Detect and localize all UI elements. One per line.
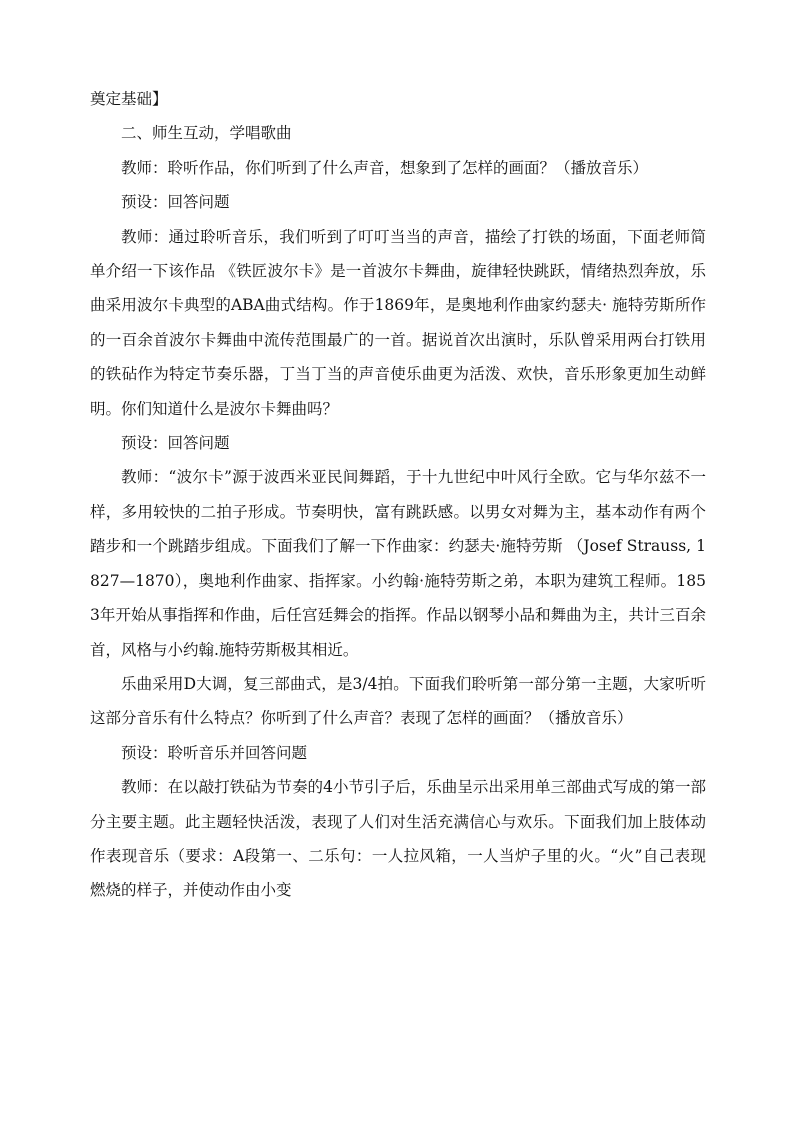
paragraph-preset-answer: 预设：回答问题 xyxy=(121,193,230,212)
paragraph-music-structure: 乐曲采用D大调，复三部曲式，是3/4拍。下面我们聆听第一部分第一主题，大家听听这部分音乐有什么特点？你听到了什么声音？表现了怎样的画面？（播放音乐） xyxy=(90,674,706,728)
paragraph-continuation: 奠定基础】 xyxy=(90,90,168,108)
paragraph-teacher-question: 教师：聆听作品，你们听到了什么声音，想象到了怎样的画面？（播放音乐） xyxy=(121,158,649,177)
paragraph-teacher-intro: 教师：通过聆听音乐，我们听到了叮叮当当的声音，描绘了打铁的场面，下面老师简单介绍一下该作品 《铁匠波尔卡》是一首波尔卡舞曲，旋律轻快跳跃，情绪热烈奔放，乐曲采用波尔卡典型的ABA曲式结构。作于1869年，是奥地利作曲家约瑟夫· 施特劳斯所作的一百余首波尔卡舞曲中流传范围最广的一首。据说首次出演时，乐队曾采用两台打铁用的铁砧作为特定节奏乐器，丁当丁当的声音使乐曲更为活泼、欢快，音乐形象更加生动鲜明。你们知道什么是波尔卡舞曲吗？ xyxy=(90,227,706,418)
paragraph-teacher-movement: 教师：在以敲打铁砧为节奏的4小节引子后，乐曲呈示出采用单三部曲式写成的第一部分主要主题。此主题轻快活泼，表现了人们对生活充满信心与欢乐。下面我们加上肢体动作表现音乐（要求：A段第一、二乐句：一人拉风箱，一人当炉子里的火。“火”自己表现燃烧的样子，并使动作由小变 xyxy=(90,778,706,900)
document-page xyxy=(90,82,706,908)
section-heading: 二、师生互动，学唱歌曲 xyxy=(121,124,292,143)
paragraph-preset-listen: 预设：聆听音乐并回答问题 xyxy=(121,743,308,762)
paragraph-polka-explanation: 教师：“波尔卡”源于波西米亚民间舞蹈，于十九世纪中叶风行全欧。它与华尔兹不一样，多用较快的二拍子形成。节奏明快，富有跳跃感。以男女对舞为主，基本动作有两个踏步和一个跳踏步组成。下面我们了解一下作曲家：约瑟夫·施特劳斯 （Josef Strauss, 1827—1870），奥地利作曲家、指挥家。小约翰·施特劳斯之弟，本职为建筑工程师。1853年开始从事指挥和作曲，后任宫廷舞会的指挥。作品以钢琴小品和舞曲为主，共计三百余首，风格与小约翰.施特劳斯极其相近。 xyxy=(90,468,706,659)
paragraph-preset-answer-2: 预设：回答问题 xyxy=(121,434,230,453)
